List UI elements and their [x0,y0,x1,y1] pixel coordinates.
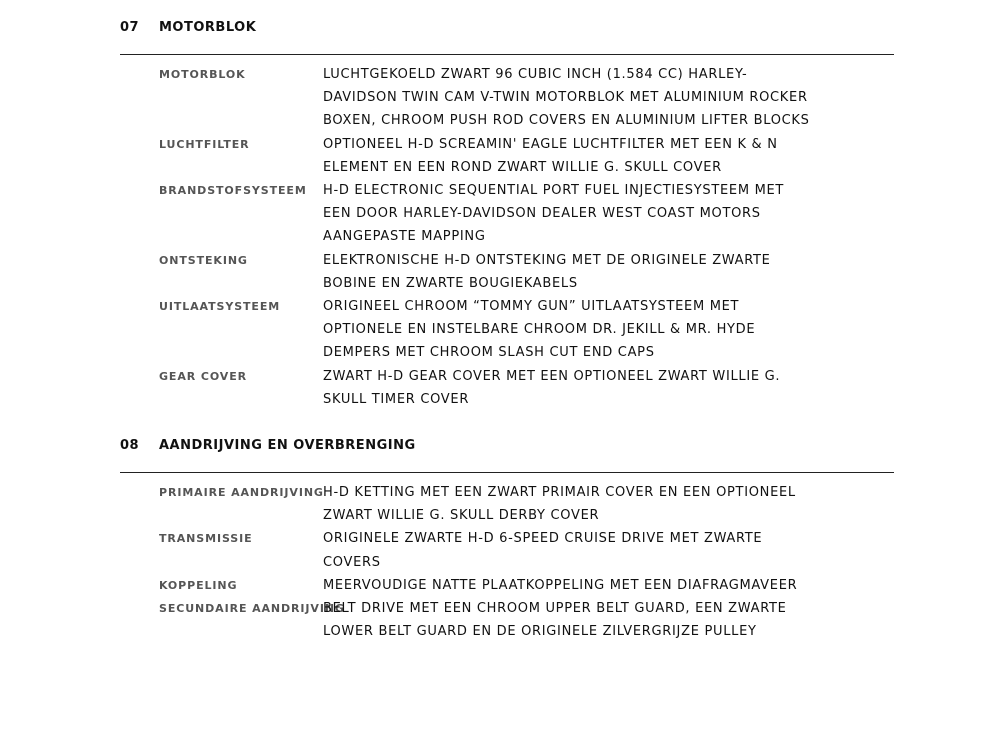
spec-value [323,63,894,133]
spec-value-line: BOBINE EN ZWARTE BOUGIEKABELS [323,275,578,291]
spec-label: ONTSTEKING [159,253,248,267]
spec-label: KOPPELING [159,578,238,592]
spec-value-line: H-D ELECTRONIC SEQUENTIAL PORT FUEL INJECTIESYSTEEM MET [323,183,785,199]
spec-label: UITLAATSYSTEEM [159,300,281,314]
spec-label: BRANDSTOFSYSTEEM [159,184,307,198]
section-number: 08 [120,438,140,453]
spec-value-line: ORIGINELE ZWARTE H-D 6-SPEED CRUISE DRIVE MET ZWARTE [323,531,763,547]
spec-row-luchtfilter [120,133,894,179]
spec-value-line: ELEMENT EN EEN ROND ZWART WILLIE G. SKULL COVER [323,159,722,175]
section-divider [120,54,894,55]
spec-value-line: LOWER BELT GUARD EN DE ORIGINELE ZILVERGRIJZE PULLEY [323,624,757,640]
spec-value-line: SKULL TIMER COVER [323,391,470,407]
spec-value [323,179,894,249]
spec-value-line: MEERVOUDIGE NATTE PLAATKOPPELING MET EEN DIAFRAGMAVEER [323,577,798,593]
spec-row-secundaire-aandrijving [120,597,894,643]
spec-value-line: EEN DOOR HARLEY-DAVIDSON DEALER WEST COAST MOTORS [323,206,761,222]
section-divider [120,472,894,473]
spec-label: TRANSMISSIE [159,532,253,546]
spec-value-line: BELT DRIVE MET EEN CHROOM UPPER BELT GUARD, EEN ZWARTE [323,601,787,617]
spec-label: MOTORBLOK [159,68,246,81]
spec-value [323,249,894,295]
spec-label: GEAR COVER [159,369,247,383]
spec-label: SECUNDAIRE AANDRIJVING [159,602,345,616]
spec-value-line: OPTIONELE EN INSTELBARE CHROOM DR. JEKILL & MR. HYDE [323,322,756,338]
section-header [120,438,894,460]
spec-value [323,597,894,643]
spec-value [323,295,894,365]
spec-value-line: DAVIDSON TWIN CAM V-TWIN MOTORBLOK MET ALUMINIUM ROCKER [323,90,808,106]
spec-value-line: COVERS [323,554,381,570]
spec-value-line: LUCHTGEKOELD ZWART 96 CUBIC INCH (1.584 CC) HARLEY- [323,67,748,82]
section-aandrijving [120,438,894,643]
spec-row-ontsteking [120,249,894,295]
spec-list [120,481,894,643]
spec-row-motorblok [120,63,894,133]
section-number: 07 [120,20,140,35]
spec-label: PRIMAIRE AANDRIJVING [159,486,324,499]
spec-row-uitlaatsysteem [120,295,894,365]
spec-row-brandstofsysteem [120,179,894,249]
spec-value [323,133,894,179]
spec-value [323,481,894,527]
spec-value-line: ZWART H-D GEAR COVER MET EEN OPTIONEEL ZWART WILLIE G. [323,368,781,384]
spec-value-line: ELEKTRONISCHE H-D ONTSTEKING MET DE ORIGINELE ZWARTE [323,252,771,268]
spec-row-primaire-aandrijving [120,481,894,527]
spec-value-line: AANGEPASTE MAPPING [323,229,486,245]
spec-row-transmissie [120,527,894,573]
section-title: MOTORBLOK [159,20,257,35]
section-header [120,20,894,42]
section-title: AANDRIJVING EN OVERBRENGING [159,438,416,453]
spec-value-line: H-D KETTING MET EEN ZWART PRIMAIR COVER EN EEN OPTIONEEL [323,485,796,500]
spec-value-line: ZWART WILLIE G. SKULL DERBY COVER [323,508,600,524]
spec-value-line: OPTIONEEL H-D SCREAMIN' EAGLE LUCHTFILTER MET EEN K & N [323,136,778,152]
spec-value-line: DEMPERS MET CHROOM SLASH CUT END CAPS [323,345,655,361]
spec-value-line: BOXEN, CHROOM PUSH ROD COVERS EN ALUMINIUM LIFTER BLOCKS [323,113,810,129]
spec-value-line: ORIGINEEL CHROOM “TOMMY GUN” UITLAATSYSTEEM MET [323,299,740,315]
spec-row-gear-cover [120,365,894,411]
spec-row-koppeling [120,574,894,597]
spec-value [323,574,894,597]
section-motorblok [120,20,894,411]
spec-value [323,365,894,411]
spec-value [323,527,894,573]
spec-list [120,63,894,411]
spec-label: LUCHTFILTER [159,137,250,151]
